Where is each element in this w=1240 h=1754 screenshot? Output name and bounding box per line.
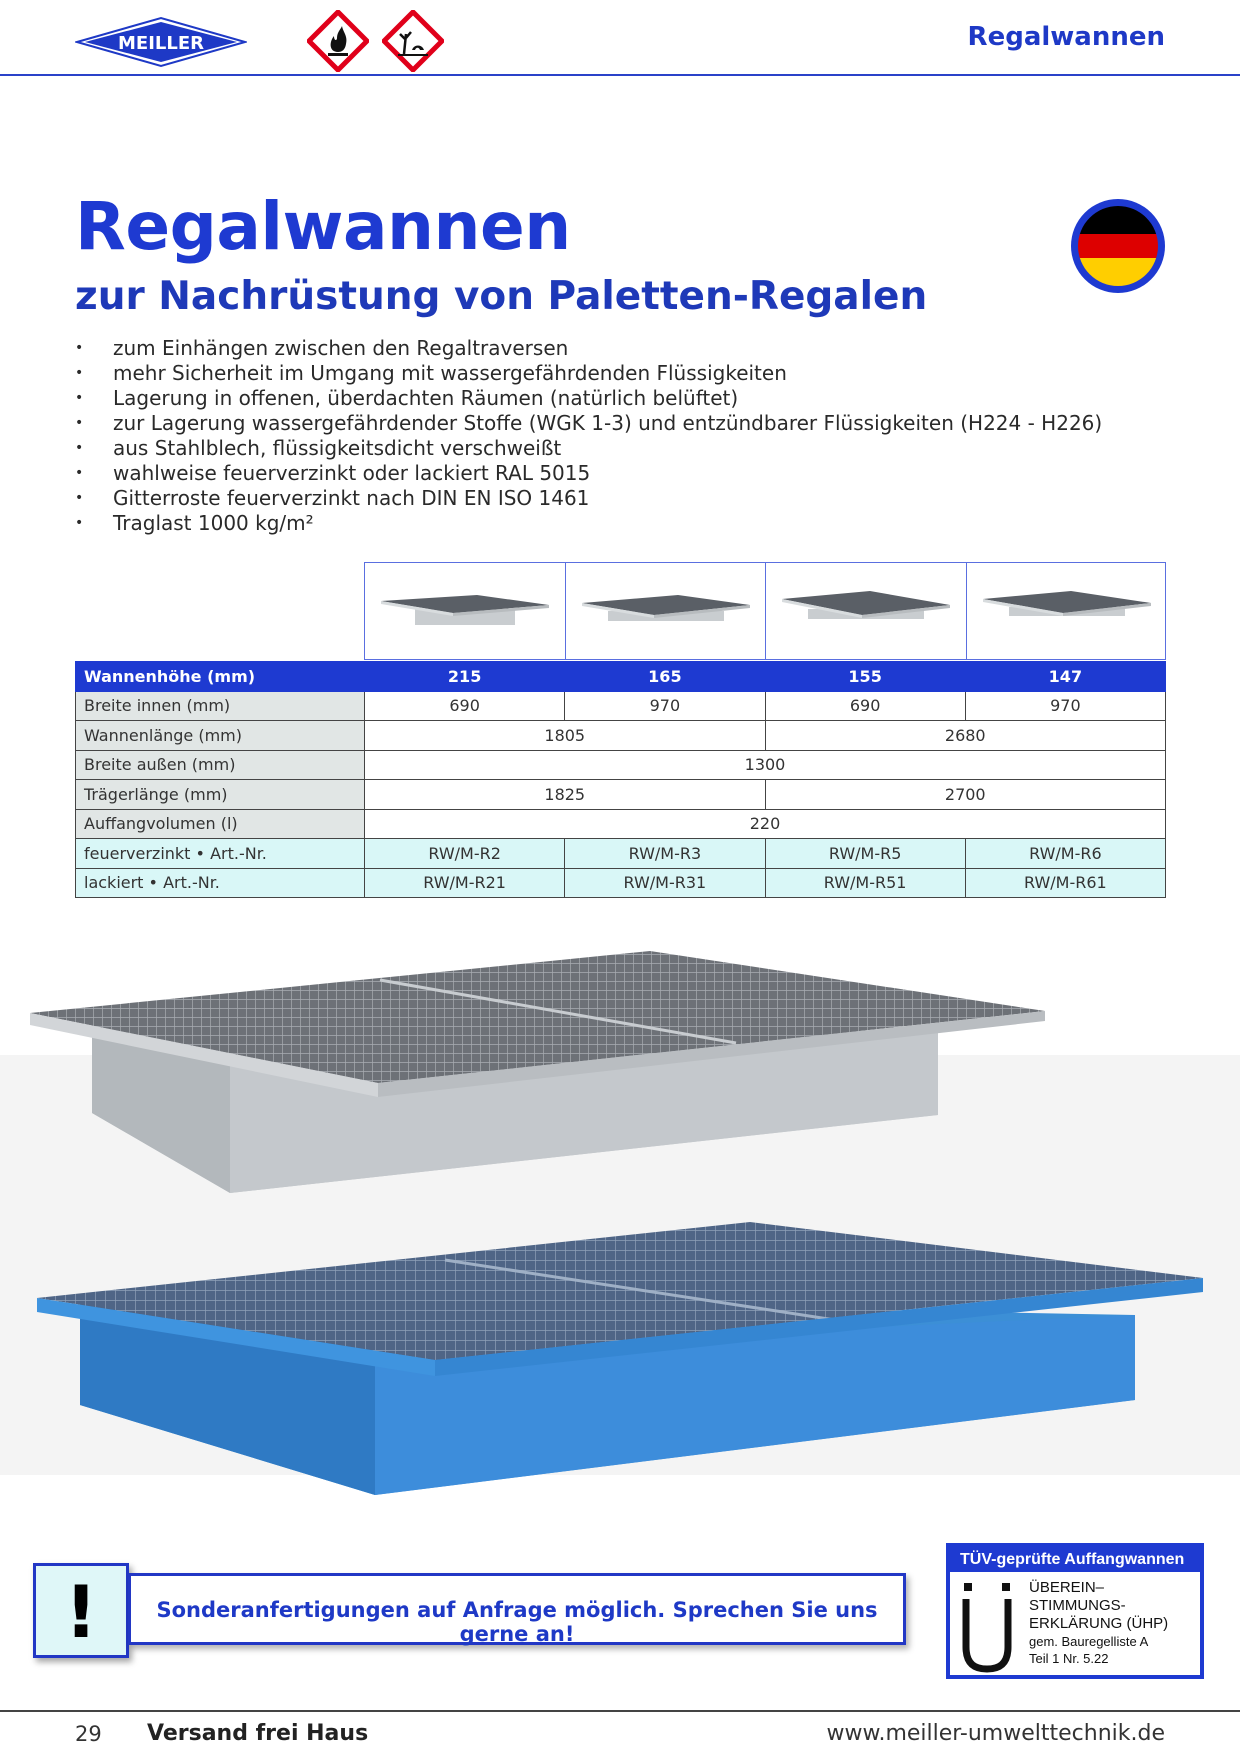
list-item: • Gitterroste feuerverzinkt nach DIN EN ISO 1461 [75,486,1102,511]
product-thumbnail-row [364,562,1166,660]
table-cell: RW/M-R51 [765,868,965,898]
painted-tray-image [35,1220,1210,1495]
row-label: Breite innen (mm) [76,691,365,721]
list-item: • aus Stahlblech, flüssigkeitsdicht verschweißt [75,436,1102,461]
table-row [76,809,1166,839]
footer-shipping-text: Versand frei Haus [147,1721,369,1746]
list-item: • mehr Sicherheit im Umgang mit wassergefährdenden Flüssigkeiten [75,361,1102,386]
table-cell: 2700 [765,780,1166,810]
footer-website-link[interactable]: www.meiller-umwelttechnik.de [826,1721,1165,1746]
table-row [76,780,1166,810]
meiller-logo [75,16,247,68]
tuv-line: ERKLÄRUNG (ÜHP) [1029,1615,1169,1632]
table-cell: RW/M-R21 [365,868,565,898]
table-row [76,721,1166,751]
product-thumbnail [364,562,565,660]
table-cell: 215 [365,662,565,692]
table-cell: 1805 [365,721,766,751]
row-label: Wannenhöhe (mm) [76,662,365,692]
u-conformity-mark-icon [960,1581,1014,1673]
table-cell: RW/M-R3 [565,839,765,869]
spec-table [75,661,1166,898]
list-item: • zum Einhängen zwischen den Regaltraversen [75,336,1102,361]
footer-divider [0,1710,1240,1712]
table-cell: 970 [965,691,1165,721]
page-title: Regalwannen [75,188,571,265]
row-label: Auffangvolumen (l) [76,809,365,839]
table-cell: 165 [565,662,765,692]
table-cell: RW/M-R2 [365,839,565,869]
row-label: Trägerlänge (mm) [76,780,365,810]
table-cell: 690 [365,691,565,721]
table-row [76,839,1166,869]
page-header [0,0,1240,76]
row-label: Wannenlänge (mm) [76,721,365,751]
exclamation-icon [33,1563,129,1658]
table-row [76,662,1166,692]
table-row [76,868,1166,898]
table-row [76,691,1166,721]
row-label: feuerverzinkt • Art.-Nr. [76,839,365,869]
table-cell: RW/M-R5 [765,839,965,869]
row-label: Breite außen (mm) [76,750,365,780]
table-cell: RW/M-R31 [565,868,765,898]
table-cell: 2680 [765,721,1166,751]
environment-hazard-icon [382,10,444,72]
exclamation-mark: ! [64,1570,98,1654]
tuv-text [1029,1579,1168,1667]
feature-list [75,336,1102,536]
flame-hazard-icon [307,10,369,72]
list-item: • wahlweise feuerverzinkt oder lackiert RAL 5015 [75,461,1102,486]
table-cell: RW/M-R61 [965,868,1165,898]
table-cell: 220 [365,809,1166,839]
tuv-small-line: gem. Bauregelliste A [1029,1634,1149,1649]
product-thumbnail [765,562,966,660]
tuv-line: STIMMUNGS- [1029,1597,1126,1614]
list-item: • Traglast 1000 kg/m² [75,511,1102,536]
product-thumbnail [565,562,766,660]
notice-text: Sonderanfertigungen auf Anfrage möglich. Sprechen Sie uns gerne an! [156,1598,878,1646]
page-number: 29 [75,1722,102,1746]
list-item: • Lagerung in offenen, überdachten Räumen (natürlich belüftet) [75,386,1102,411]
table-cell: RW/M-R6 [965,839,1165,869]
tuv-certification-badge [946,1543,1204,1679]
page-subtitle: zur Nachrüstung von Paletten-Regalen [75,274,928,319]
table-cell: 1300 [365,750,1166,780]
galvanized-tray-image [30,945,1050,1195]
tuv-small-line: Teil 1 Nr. 5.22 [1029,1651,1109,1666]
list-item: • zur Lagerung wassergefährdender Stoffe (WGK 1-3) und entzündbarer Flüssigkeiten (H224 - H226) [75,411,1102,436]
row-label: lackiert • Art.-Nr. [76,868,365,898]
table-cell: 147 [965,662,1165,692]
table-cell: 690 [765,691,965,721]
germany-flag-icon [1070,198,1166,294]
table-cell: 970 [565,691,765,721]
table-cell: 155 [765,662,965,692]
product-thumbnail [966,562,1167,660]
tuv-heading: TÜV-geprüfte Auffangwannen [950,1547,1200,1572]
table-row [76,750,1166,780]
table-cell: 1825 [365,780,766,810]
custom-order-notice [128,1573,906,1645]
header-title: Regalwannen [967,22,1165,52]
tuv-line: ÜBEREIN– [1029,1579,1105,1596]
logo-text: MEILLER [117,33,205,54]
